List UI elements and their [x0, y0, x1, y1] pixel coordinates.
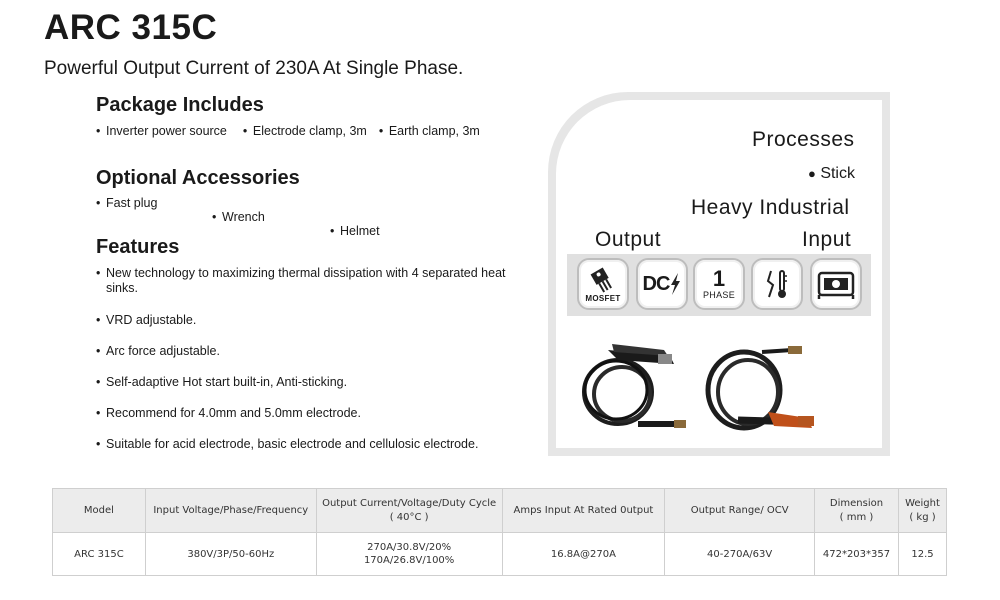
input-label: Input — [802, 228, 852, 251]
cell-output: 270A/30.8V/20% 170A/26.8V/100% — [316, 533, 502, 576]
single-phase-icon — [693, 258, 745, 310]
cell-range: 40-270A/63V — [665, 533, 815, 576]
mosfet-icon — [577, 258, 629, 310]
output-label: Output — [595, 228, 662, 251]
duty-label: Heavy Industrial — [691, 196, 850, 219]
dc-icon — [636, 258, 688, 310]
dc-label: DC — [642, 272, 670, 295]
header-model: Model — [53, 489, 146, 533]
cell-input: 380V/3P/50-60Hz — [145, 533, 316, 576]
earth-clamp-image — [578, 334, 688, 438]
product-title: ARC 315C — [44, 8, 218, 47]
features-heading: Features — [96, 236, 180, 258]
feature-item: • New technology to maximizing thermal dissipation with 4 separated heat sinks. — [96, 266, 511, 296]
electrode-holder-image — [702, 338, 822, 438]
feature-item: • Self-adaptive Hot start built-in, Anti-sticking. — [96, 375, 526, 390]
spec-table — [52, 488, 947, 576]
header-input: Input Voltage/Phase/Frequency — [145, 489, 316, 533]
header-dimension: Dimension ( mm ) — [815, 489, 899, 533]
cell-model: ARC 315C — [53, 533, 146, 576]
accessories-heading: Optional Accessories — [96, 167, 300, 189]
header-range: Output Range/ OCV — [665, 489, 815, 533]
package-item: • Earth clamp, 3m — [379, 124, 480, 138]
accessory-item: • Fast plug — [96, 196, 1000, 210]
phase-label: PHASE — [702, 290, 735, 300]
package-item: • Inverter power source — [96, 124, 227, 138]
header-amps: Amps Input At Rated 0utput — [502, 489, 665, 533]
accessory-item: • Wrench — [212, 210, 1000, 224]
bolt-icon — [669, 273, 681, 295]
process-item: ● Stick — [808, 165, 855, 182]
process-label: Stick — [820, 165, 855, 182]
feature-item: • Arc force adjustable. — [96, 344, 526, 359]
cell-amps: 16.8A@270A — [502, 533, 665, 576]
feature-item: • Suitable for acid electrode, basic electrode and cellulosic electrode. — [96, 437, 526, 452]
phase-number: 1 — [712, 266, 726, 291]
thermal-icon — [751, 258, 803, 310]
package-list — [96, 124, 480, 138]
feature-item: • VRD adjustable. — [96, 313, 526, 328]
cell-weight: 12.5 — [898, 533, 946, 576]
processes-heading: Processes — [752, 128, 855, 151]
cell-dimension: 472*203*357 — [815, 533, 899, 576]
generator-icon — [810, 258, 862, 310]
mosfet-label: MOSFET — [585, 293, 621, 303]
header-output: Output Current/Voltage/Duty Cycle ( 40°C ) — [316, 489, 502, 533]
package-heading: Package Includes — [96, 94, 264, 116]
feature-item: • Recommend for 4.0mm and 5.0mm electrode. — [96, 406, 526, 421]
accessory-item: • Helmet — [330, 224, 1000, 238]
package-item: • Electrode clamp, 3m — [243, 124, 367, 138]
header-weight: Weight ( kg ) — [898, 489, 946, 533]
product-subtitle: Powerful Output Current of 230A At Single Phase. — [44, 58, 464, 79]
table-header-row — [53, 489, 947, 533]
table-row — [53, 533, 947, 576]
